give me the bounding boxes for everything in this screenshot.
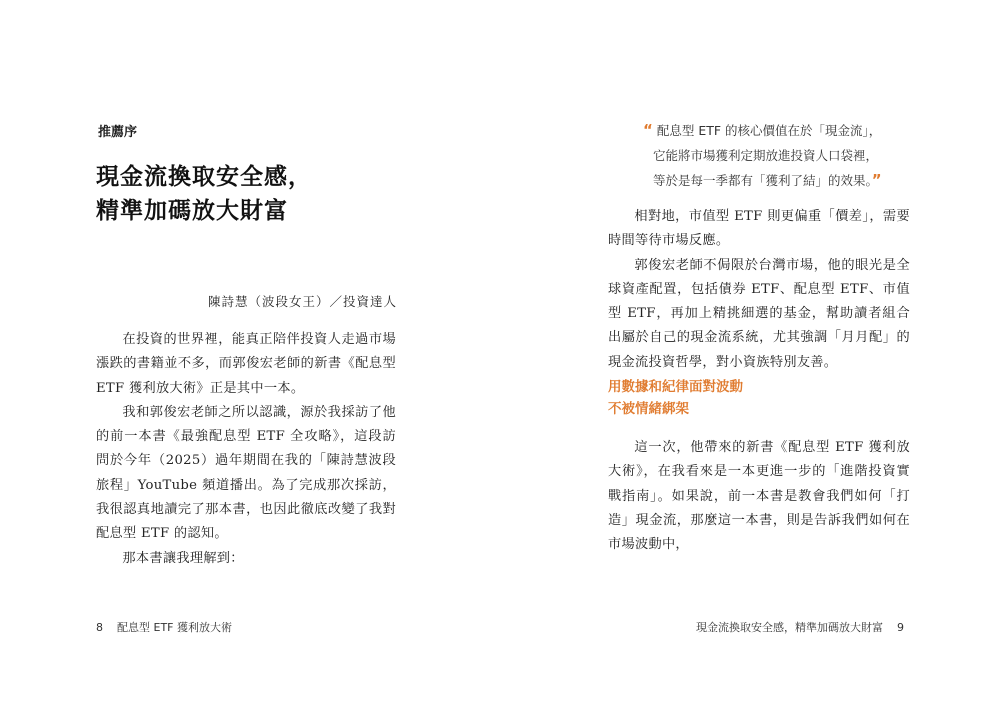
running-title: 現金流換取安全感，精準加碼放大財富	[696, 621, 883, 634]
close-quote-mark: ”	[871, 171, 882, 189]
chapter-title-line-1: 現金流換取安全感，	[96, 164, 312, 190]
chapter-title-line-2: 精準加碼放大財富	[96, 198, 288, 224]
right-body-text-1	[608, 205, 910, 375]
section-subhead	[608, 376, 743, 420]
paragraph: 這一次，他帶來的新書《配息型 ETF 獲利放大術》，在我看來是一本更進一步的「進階投資實戰指南」。如果說，前一本書是教會我們如何「打造」現金流，那麼這一本書，則是告訴我們如何在市場波動中，	[608, 440, 910, 553]
section-kicker: 推薦序	[98, 125, 138, 140]
right-body-text-2	[608, 436, 910, 557]
open-quote-mark: “	[643, 121, 653, 139]
page-number: 8	[96, 621, 103, 634]
left-footer	[96, 619, 232, 635]
pull-quote-line-3: 等於是每一季都有「獲利了結」的效果。”	[653, 171, 882, 189]
subhead-line-2: 不被情緒綁架	[608, 401, 689, 417]
chapter-title	[96, 160, 312, 228]
running-title: 配息型 ETF 獲利放大術	[117, 621, 232, 634]
right-page	[500, 0, 1000, 710]
pull-quote-line-2: 它能將市場獲利定期放進投資人口袋裡，	[653, 147, 879, 163]
paragraph: 相對地，市值型 ETF 則更偏重「價差」，需要時間等待市場反應。	[608, 209, 910, 249]
right-footer	[696, 619, 904, 635]
pull-quote-line-1: “ 配息型 ETF 的核心價值在於「現金流」，	[643, 121, 882, 139]
author-byline: 陳詩慧（波段女王）／投資達人	[207, 294, 397, 309]
pull-quote	[643, 118, 893, 194]
page-number: 9	[897, 621, 904, 634]
left-body-text	[96, 328, 396, 571]
paragraph: 郭俊宏老師不侷限於台灣市場，他的眼光是全球資產配置，包括債券 ETF、配息型 ETF、市值型 ETF，再加上精挑細選的基金，幫助讀者組合出屬於自己的現金流系統，尤其強調「月月配」的現金流投資哲學，對小資族特別友善。	[608, 257, 910, 370]
paragraph: 我和郭俊宏老師之所以認識，源於我採訪了他的前一本書《最強配息型 ETF 全攻略》，這段訪問於今年（2025）過年期間在我的「陳詩慧波段旅程」YouTube 頻道播出。為了完成那次採訪，我很認真地讀完了那本書，也因此徹底改變了我對配息型 ETF 的認知。	[96, 404, 396, 542]
subhead-line-1: 用數據和紀律面對波動	[608, 379, 743, 395]
paragraph: 在投資的世界裡，能真正陪伴投資人走過市場漲跌的書籍並不多，而郭俊宏老師的新書《配息型 ETF 獲利放大術》正是其中一本。	[96, 332, 396, 396]
paragraph: 那本書讓我理解到：	[122, 550, 244, 566]
